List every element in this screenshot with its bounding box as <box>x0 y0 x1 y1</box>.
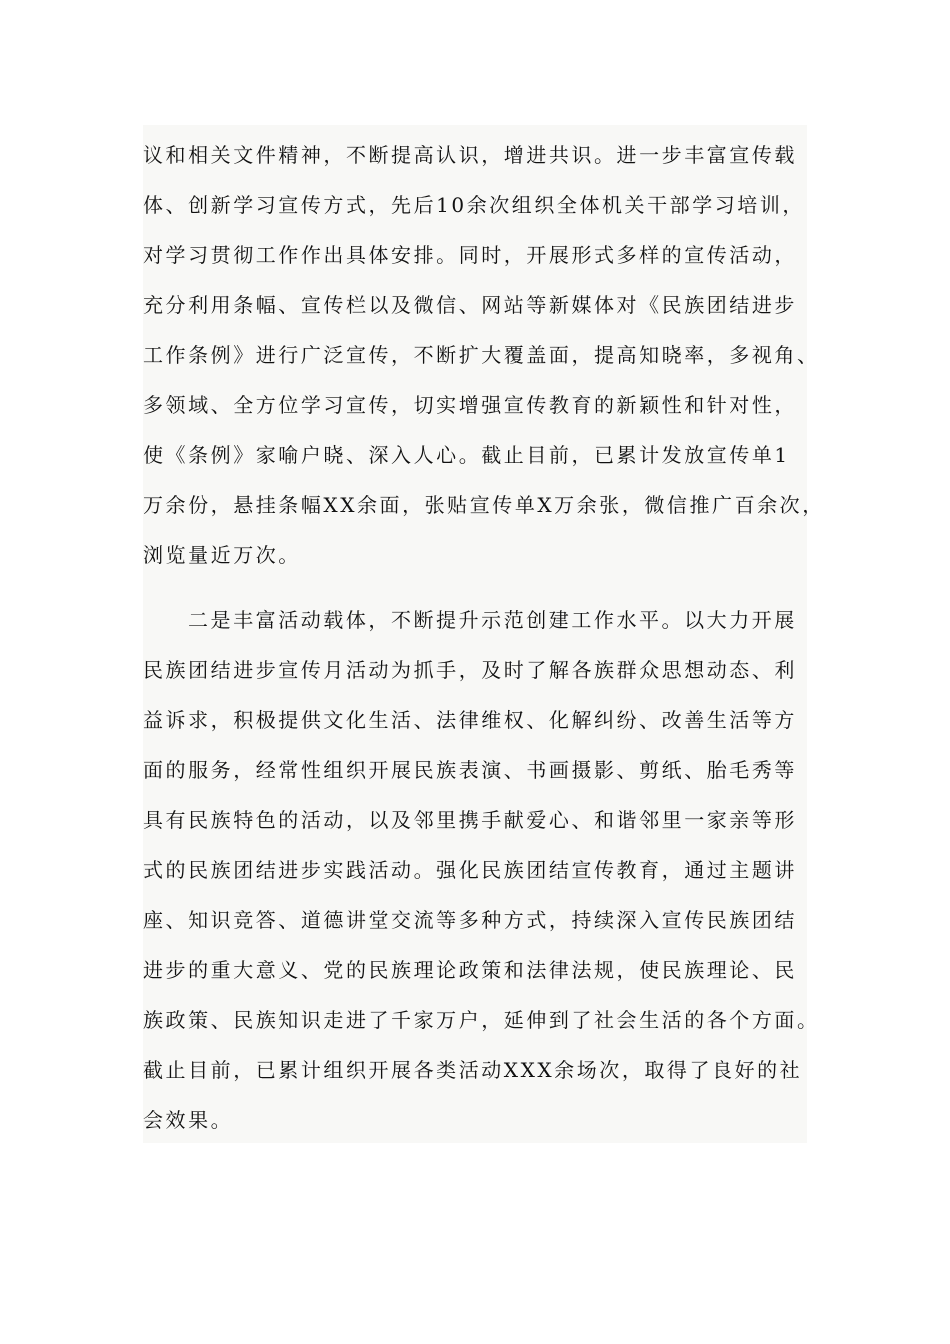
paragraph-1-line-1: 议和相关文件精神，不断提高认识，增进共识。进一步丰富宣传载 <box>143 143 797 167</box>
paragraph-2-line-3: 益诉求，积极提供文化生活、法律维权、化解纠纷、改善生活等方 <box>143 708 797 732</box>
paragraph-2-line-10: 截止目前，已累计组织开展各类活动XXX余场次，取得了良好的社 <box>143 1058 803 1082</box>
paragraph-1-line-3: 对学习贯彻工作作出具体安排。同时，开展形式多样的宣传活动， <box>143 243 797 267</box>
paragraph-1-line-8: 万余份，悬挂条幅XX余面，张贴宣传单X万余张，微信推广百余次， <box>143 493 825 517</box>
paragraph-2-line-2: 民族团结进步宣传月活动为抓手，及时了解各族群众思想动态、利 <box>143 658 797 682</box>
paragraph-2-line-5: 具有民族特色的活动，以及邻里携手献爱心、和谐邻里一家亲等形 <box>143 808 797 832</box>
paragraph-2-line-8: 进步的重大意义、党的民族理论政策和法律法规，使民族理论、民 <box>143 958 797 982</box>
paragraph-1-line-6: 多领域、全方位学习宣传，切实增强宣传教育的新颖性和针对性， <box>143 393 797 417</box>
paragraph-1-line-5: 工作条例》进行广泛宣传，不断扩大覆盖面，提高知晓率，多视角、 <box>143 343 820 367</box>
paragraph-2-line-1: 二是丰富活动载体，不断提升示范创建工作水平。以大力开展 <box>188 608 797 632</box>
document-text-block <box>143 125 825 1143</box>
paragraph-2-line-6: 式的民族团结进步实践活动。强化民族团结宣传教育，通过主题讲 <box>143 858 797 882</box>
paragraph-1-line-7: 使《条例》家喻户晓、深入人心。截止目前，已累计发放宣传单1 <box>143 443 790 467</box>
paragraph-1-line-4: 充分利用条幅、宣传栏以及微信、网站等新媒体对《民族团结进步 <box>143 293 797 317</box>
paragraph-2-line-11: 会效果。 <box>143 1108 234 1132</box>
paragraph-1-line-2: 体、创新学习宣传方式，先后10余次组织全体机关干部学习培训， <box>143 193 805 217</box>
paragraph-1-line-9: 浏览量近万次。 <box>143 543 301 567</box>
paragraph-2-line-7: 座、知识竞答、道德讲堂交流等多种方式，持续深入宣传民族团结 <box>143 908 797 932</box>
paragraph-2-line-4: 面的服务，经常性组织开展民族表演、书画摄影、剪纸、胎毛秀等 <box>143 758 797 782</box>
paragraph-2-line-9: 族政策、民族知识走进了千家万户，延伸到了社会生活的各个方面。 <box>143 1008 820 1032</box>
